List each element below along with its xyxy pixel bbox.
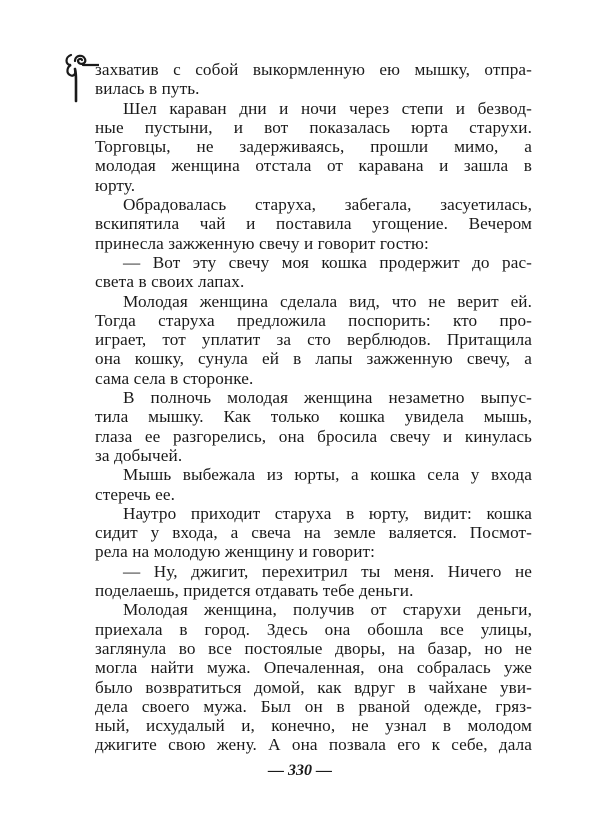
text-line: рела на молодую женщину и говорит: [95, 542, 376, 562]
text-line: сама села в сторонке. [95, 368, 254, 388]
text-line: стеречь ее. [95, 484, 175, 504]
text-line: приехала в город. Здесь она обошла все улицы, [95, 619, 532, 639]
scroll-ornament-icon [63, 51, 99, 103]
text-line: вскипятила чай и поставила угощение. Вечером [95, 214, 532, 234]
text-line: джигите свою жену. А она позвала его к себе, дала [95, 735, 532, 755]
text-line: она кошку, сунула ей в лапы зажженную свечу, а [95, 349, 532, 369]
text-line: В полночь молодая женщина незаметно выпус- [123, 388, 532, 408]
text-line: Молодая женщина сделала вид, что не верит ей. [123, 291, 532, 311]
text-line: могла найти мужа. Опечаленная, она собралась уже [95, 658, 532, 678]
page-number: — 330 — [268, 762, 332, 779]
text-line: Торговцы, не задерживаясь, прошли мимо, а [95, 137, 532, 157]
text-line: Молодая женщина, получив от старухи деньги, [123, 600, 532, 620]
text-line: Шел караван дни и ночи через степи и безвод- [123, 98, 532, 118]
text-line: принесла зажженную свечу и говорит гостю: [95, 233, 429, 253]
text-line: заглянула во все постоялые дворы, на базар, но не [95, 638, 532, 658]
text-line: глаза ее разгорелись, она бросила свечу и кинулась [95, 426, 532, 446]
text-line: поделаешь, придется отдавать тебе деньги. [95, 581, 414, 601]
text-line: сидит у входа, а свеча на земле валяется. Посмот- [95, 523, 532, 543]
text-line: — Вот эту свечу моя кошка продержит до рас- [123, 252, 532, 272]
text-line: за добычей. [95, 445, 183, 465]
text-line: ные пустыни, и вот показалась юрта старухи. [95, 117, 532, 137]
text-line: — Ну, джигит, перехитрил ты меня. Ничего не [123, 561, 532, 581]
text-line: захватив с собой выкормленную ею мышку, отпра- [95, 60, 532, 79]
text-body [95, 60, 532, 755]
text-line: Тогда старуха предложила поспорить: кто про- [95, 310, 532, 330]
text-line: дела своего мужа. Был он в рваной одежде, гряз- [95, 696, 532, 716]
text-line: было возвратиться домой, как вдруг в чайхане уви- [95, 677, 532, 697]
text-line: света в своих лапах. [95, 272, 245, 292]
text-line: юрту. [95, 175, 136, 195]
text-line: ный, исхудалый и, конечно, не узнал в молодом [95, 716, 532, 736]
text-line: вилась в путь. [95, 79, 200, 99]
text-line: тила мышку. Как только кошка увидела мышь, [95, 407, 532, 427]
text-line: Обрадовалась старуха, забегала, засуетилась, [123, 195, 532, 215]
text-line: молодая женщина отстала от каравана и зашла в [95, 156, 532, 176]
text-line: Наутро приходит старуха в юрту, видит: кошка [123, 503, 532, 523]
text-line: играет, тот уплатит за сто верблюдов. Притащила [95, 330, 532, 350]
text-line: Мышь выбежала из юрты, а кошка села у входа [123, 465, 532, 485]
